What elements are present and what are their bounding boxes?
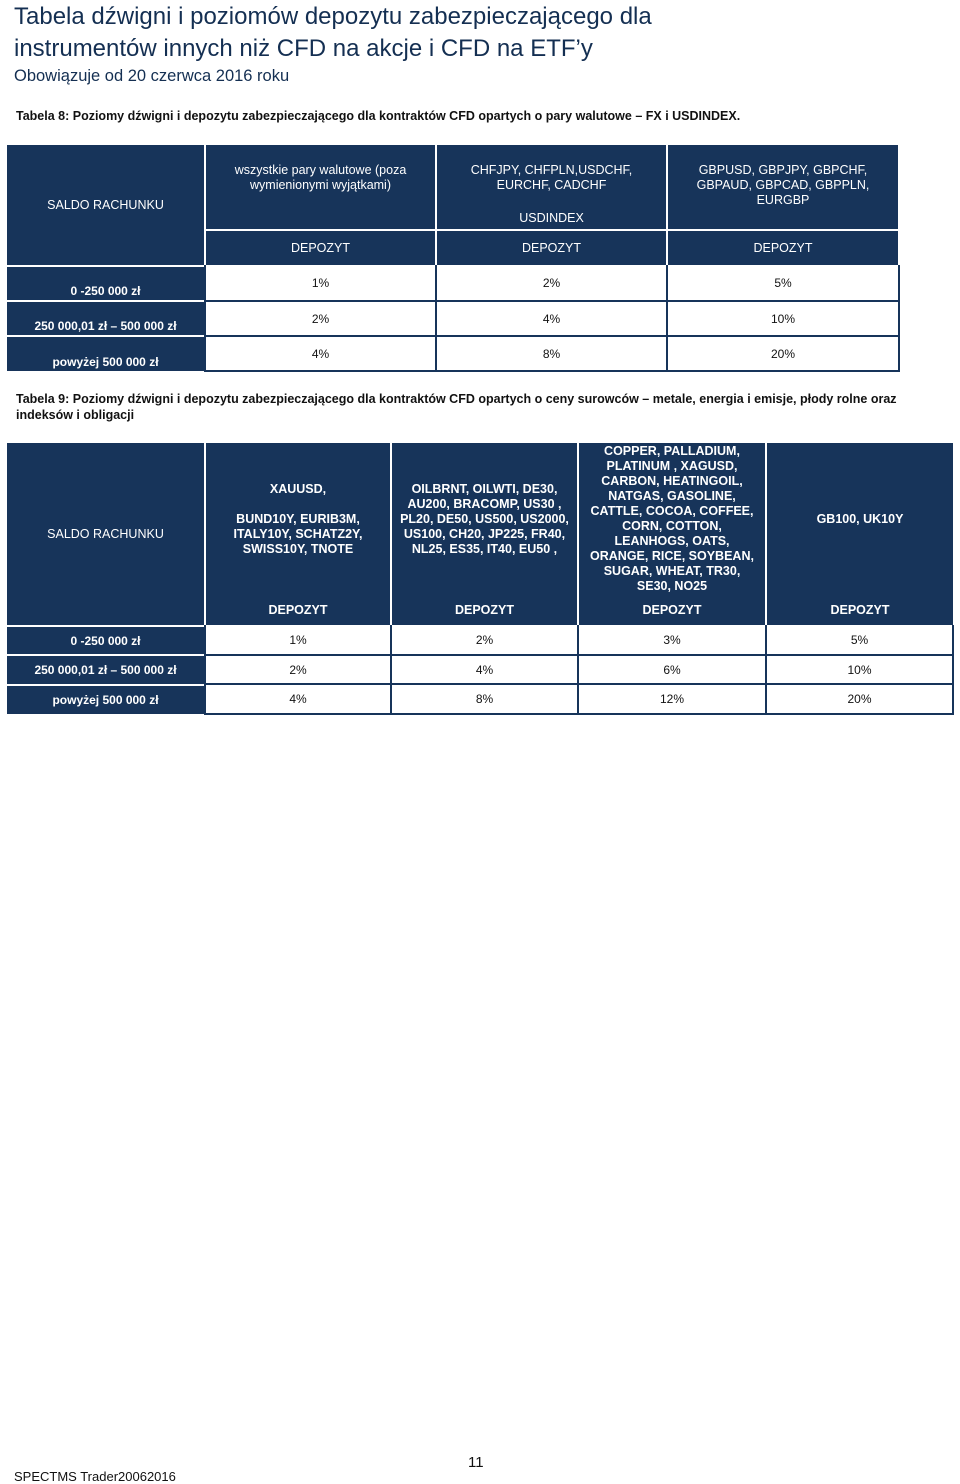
table9-row2-label: 250 000,01 zł – 500 000 zł — [7, 656, 204, 684]
table8-col2-usdindex: USDINDEX — [519, 211, 584, 225]
table9-depozyt-2: DEPOZYT — [392, 595, 577, 625]
table9-row3-val3: 12% — [579, 685, 767, 715]
table9-row2-val4: 10% — [767, 656, 954, 685]
effective-date: Obowiązuje od 20 czerwca 2016 roku — [14, 67, 290, 85]
table9-row1-val1: 1% — [204, 625, 392, 656]
table9-col4-header: GB100, UK10Y — [767, 443, 953, 595]
table8-row3-label: powyżej 500 000 zł — [7, 337, 204, 371]
table9-row3-val4: 20% — [767, 685, 954, 715]
table8-row2-val2: 4% — [437, 302, 668, 337]
table9-depozyt-4: DEPOZYT — [767, 595, 953, 625]
table8-row1-val3: 5% — [668, 265, 900, 302]
table8-row3-val3: 20% — [668, 337, 900, 372]
table9-col3-header: COPPER, PALLADIUM, PLATINUM , XAGUSD, CARBON, HEATINGOIL, NATGAS, GASOLINE, CATTLE, COCOA, COFFEE, CORN, COTTON, LEANHOGS, OATS, ORANGE, RICE, SOYBEAN, SUGAR, WHEAT, TR30, SE30, NO25 — [579, 443, 765, 595]
table9-col1-bonds: BUND10Y, EURIB3M, ITALY10Y, SCHATZ2Y, SWISS10Y, TNOTE — [233, 511, 363, 556]
table8-row1-val2: 2% — [437, 265, 668, 302]
table9-row1-val2: 2% — [392, 625, 579, 656]
table9-row1-val3: 3% — [579, 625, 767, 656]
table8-caption: Tabela 8: Poziomy dźwigni i depozytu zabezpieczającego dla kontraktów CFD opartych o pary walutowe – FX i USDINDEX. — [16, 109, 741, 123]
table8-row2-label: 250 000,01 zł – 500 000 zł — [7, 302, 204, 335]
table9-col2-header: OILBRNT, OILWTI, DE30, AU200, BRACOMP, US30 , PL20, DE50, US500, US2000, US100, CH20, JP225, FR40, NL25, ES35, IT40, EU50 , — [392, 443, 577, 595]
table8-depozyt-1: DEPOZYT — [206, 231, 435, 265]
table8-depozyt-2: DEPOZYT — [437, 231, 666, 265]
table8-row2-val3: 10% — [668, 302, 900, 337]
table9-depozyt-3: DEPOZYT — [579, 595, 765, 625]
table8-row3-val2: 8% — [437, 337, 668, 372]
table9-depozyt-1: DEPOZYT — [206, 595, 390, 625]
page-number: 11 — [468, 1454, 484, 1471]
table8-row1-val1: 1% — [204, 265, 437, 302]
table8-row3-val1: 4% — [204, 337, 437, 372]
page-title-line-2: instrumentów innych niż CFD na akcje i CFD na ETF’y — [14, 35, 593, 62]
table9-col1-xauusd: XAUUSD, — [269, 481, 327, 496]
page-title-line-1: Tabela dźwigni i poziomów depozytu zabezpieczającego dla — [14, 3, 652, 30]
table9-row3-val2: 8% — [392, 685, 579, 715]
table9-row2-val3: 6% — [579, 656, 767, 685]
table8-row1-label: 0 -250 000 zł — [7, 267, 204, 300]
table9-saldo-header: SALDO RACHUNKU — [7, 443, 204, 625]
table9-row3-val1: 4% — [204, 685, 392, 715]
table8-col3-header: GBPUSD, GBPJPY, GBPCHF, GBPAUD, GBPCAD, GBPPLN, EURGBP — [668, 145, 898, 229]
table9-row2-val1: 2% — [204, 656, 392, 685]
table9-row1-val4: 5% — [767, 625, 954, 656]
table9-row3-label: powyżej 500 000 zł — [7, 686, 204, 714]
table8-depozyt-3: DEPOZYT — [668, 231, 898, 265]
table8-col1-header: wszystkie pary walutowe (poza wymienionymi wyjątkami) — [206, 145, 435, 229]
table9-row2-val2: 4% — [392, 656, 579, 685]
table8-row2-val1: 2% — [204, 302, 437, 337]
table9-caption: Tabela 9: Poziomy dźwigni i depozytu zabezpieczającego dla kontraktów CFD opartych o ceny surowców – metale, energia i emisje, płody rolne oraz indeksów i obligacji — [16, 392, 897, 422]
table9-row1-label: 0 -250 000 zł — [7, 627, 204, 654]
document-id: SPECTMS Trader20062016 — [14, 1469, 176, 1484]
table8-saldo-header: SALDO RACHUNKU — [7, 145, 204, 265]
table8-col2-pairs: CHFJPY, CHFPLN,USDCHF, EURCHF, CADCHF — [470, 163, 633, 192]
table9-col1-header — [206, 443, 390, 595]
table8-col2-header — [437, 145, 666, 229]
